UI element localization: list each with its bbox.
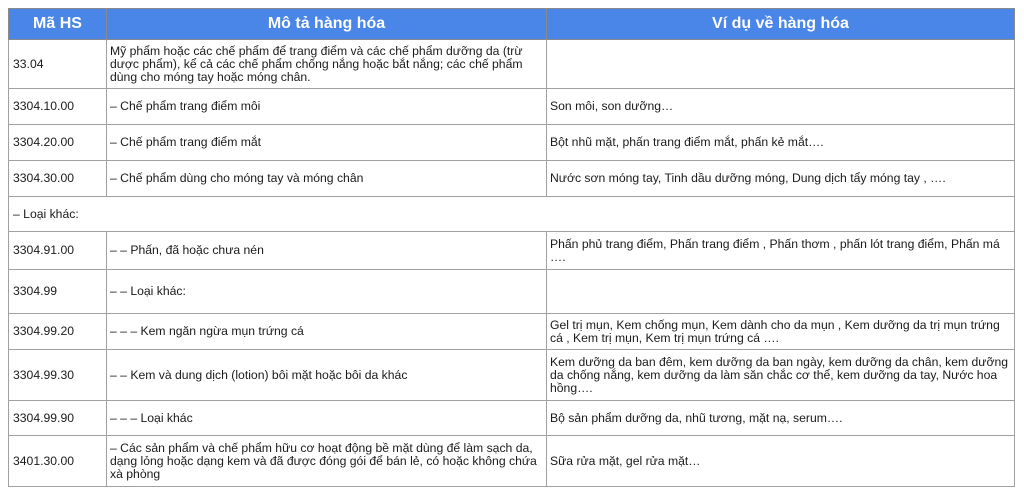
description-cell: – – Phấn, đã hoặc chưa nén	[107, 232, 547, 270]
table-row	[9, 161, 1015, 197]
description-cell: – – – Loại khác	[107, 401, 547, 436]
example-cell: Bộ sản phẩm dưỡng da, nhũ tương, mặt nạ, serum….	[547, 401, 1015, 436]
hs-code-cell: 3304.10.00	[9, 89, 107, 125]
hs-code-cell: 3401.30.00	[9, 436, 107, 487]
example-cell: Son môi, son dưỡng…	[547, 89, 1015, 125]
section-label-cell: – Loại khác:	[9, 197, 1015, 232]
example-cell	[547, 270, 1015, 314]
hs-code-cell: 33.04	[9, 40, 107, 89]
hs-code-cell: 3304.99.30	[9, 350, 107, 401]
example-cell: Bột nhũ mặt, phấn trang điểm mắt, phấn kẻ mắt….	[547, 125, 1015, 161]
table-row-section	[9, 197, 1015, 232]
example-cell: Phấn phủ trang điểm, Phấn trang điểm , Phấn thơm , phấn lót trang điểm, Phấn má ….	[547, 232, 1015, 270]
hs-code-cell: 3304.30.00	[9, 161, 107, 197]
hs-code-table	[8, 8, 1015, 487]
description-cell: – Chế phẩm trang điểm môi	[107, 89, 547, 125]
hs-code-cell: 3304.99.20	[9, 314, 107, 350]
example-cell: Gel trị mụn, Kem chống mụn, Kem dành cho da mụn , Kem dưỡng da trị mụn trứng cá , Kem trị mụn, Kem trị mụn trứng cá ….	[547, 314, 1015, 350]
header-hs-code: Mã HS	[9, 9, 107, 40]
hs-code-cell: 3304.99.90	[9, 401, 107, 436]
description-cell: – – Loại khác:	[107, 270, 547, 314]
example-cell: Nước sơn móng tay, Tinh dầu dưỡng móng, Dung dịch tẩy móng tay , ….	[547, 161, 1015, 197]
description-cell: – Chế phẩm trang điểm mắt	[107, 125, 547, 161]
table-row	[9, 350, 1015, 401]
table-row	[9, 401, 1015, 436]
hs-code-cell: 3304.20.00	[9, 125, 107, 161]
table-row	[9, 436, 1015, 487]
table-row	[9, 89, 1015, 125]
description-cell: – Các sản phẩm và chế phẩm hữu cơ hoạt động bề mặt dùng để làm sạch da, dạng lỏng hoặc dạng kem và đã được đóng gói để bán lẻ, có hoặc không chứa xà phòng	[107, 436, 547, 487]
table-row	[9, 40, 1015, 89]
header-description: Mô tả hàng hóa	[107, 9, 547, 40]
hs-code-cell: 3304.99	[9, 270, 107, 314]
description-cell: – Chế phẩm dùng cho móng tay và móng chân	[107, 161, 547, 197]
table-header-row	[9, 9, 1015, 40]
table-row	[9, 270, 1015, 314]
description-cell: Mỹ phẩm hoặc các chế phẩm để trang điểm và các chế phẩm dưỡng da (trừ dược phẩm), kể cả các chế phẩm chống nắng hoặc bắt nắng; các chế phẩm dùng cho móng tay hoặc móng chân.	[107, 40, 547, 89]
example-cell: Sữa rửa mặt, gel rửa mặt…	[547, 436, 1015, 487]
table-row	[9, 232, 1015, 270]
table-row	[9, 314, 1015, 350]
hs-code-cell: 3304.91.00	[9, 232, 107, 270]
table-row	[9, 125, 1015, 161]
header-examples: Ví dụ về hàng hóa	[547, 9, 1015, 40]
example-cell	[547, 40, 1015, 89]
description-cell: – – Kem và dung dịch (lotion) bôi mặt hoặc bôi da khác	[107, 350, 547, 401]
description-cell: – – – Kem ngăn ngừa mụn trứng cá	[107, 314, 547, 350]
example-cell: Kem dưỡng da ban đêm, kem dưỡng da ban ngày, kem dưỡng da chân, kem dưỡng da chống nắng, kem dưỡng da làm săn chắc cơ thể, kem dưỡng da tay, Nước hoa hồng….	[547, 350, 1015, 401]
